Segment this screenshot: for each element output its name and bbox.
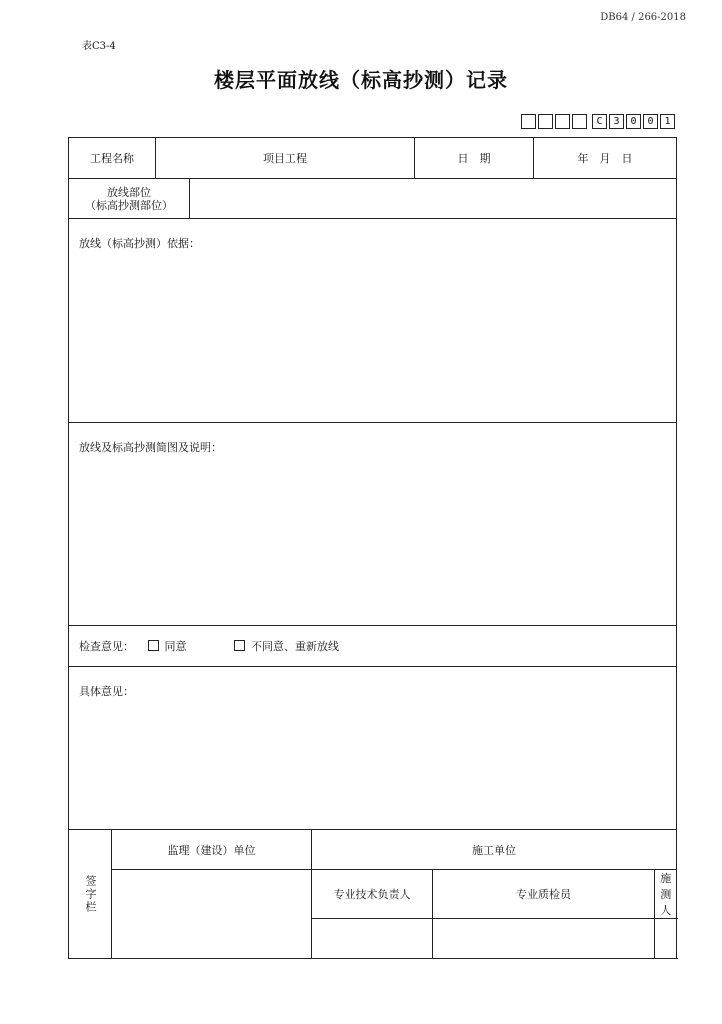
location-label-line2: （标高抄测部位） (85, 198, 173, 212)
agree-label: 同意 (164, 640, 187, 653)
record-form (68, 137, 677, 959)
tech-lead-label: 专业技术负责人 (312, 870, 433, 919)
detail-section[interactable] (69, 667, 677, 830)
date-label: 日 期 (415, 138, 534, 179)
code-box[interactable] (538, 114, 553, 129)
standard-code: DB64 / 266-2018 (600, 12, 686, 23)
code-box[interactable]: C (592, 114, 607, 129)
code-box[interactable] (555, 114, 570, 129)
quality-inspector-signature[interactable] (433, 919, 655, 959)
surveyor-signature[interactable] (655, 919, 677, 959)
code-box[interactable]: 0 (643, 114, 658, 129)
sketch-label: 放线及标高抄测简图及说明： (79, 441, 222, 454)
date-value[interactable]: 年 月 日 (534, 138, 677, 179)
table-id: 表C3-4 (82, 41, 116, 52)
page-title: 楼层平面放线（标高抄测）记录 (214, 68, 508, 92)
code-box[interactable]: 3 (609, 114, 624, 129)
surveyor-label: 施测人 (655, 870, 677, 919)
inspection-label: 检查意见： (79, 640, 134, 653)
location-label (69, 179, 190, 219)
supervisor-signature[interactable] (112, 870, 312, 959)
detail-label: 具体意见： (79, 685, 134, 698)
project-name-value[interactable]: 项目工程 (156, 138, 415, 179)
construction-unit: 施工单位 (312, 830, 677, 870)
basis-section[interactable] (69, 219, 677, 423)
supervisor-unit: 监理（建设）单位 (112, 830, 312, 870)
checkbox-icon[interactable] (234, 640, 245, 651)
inspection-row (69, 626, 677, 667)
location-label-line1: 放线部位 (107, 185, 151, 199)
sketch-section[interactable] (69, 423, 677, 626)
code-box[interactable]: 1 (660, 114, 675, 129)
signature-label: 签字栏 (84, 874, 97, 914)
disagree-label: 不同意、重新放线 (251, 640, 339, 653)
tech-lead-signature[interactable] (312, 919, 433, 959)
agree-option[interactable] (148, 640, 187, 653)
signature-label-cell (69, 830, 112, 959)
disagree-option[interactable] (234, 640, 339, 653)
code-box[interactable] (572, 114, 587, 129)
location-value[interactable] (190, 179, 677, 219)
code-box[interactable]: 0 (626, 114, 641, 129)
basis-label: 放线（标高抄测）依据： (79, 237, 200, 250)
record-code-boxes (521, 114, 675, 129)
checkbox-icon[interactable] (148, 640, 159, 651)
code-box[interactable] (521, 114, 536, 129)
project-name-label: 工程名称 (69, 138, 156, 179)
quality-inspector-label: 专业质检员 (433, 870, 655, 919)
